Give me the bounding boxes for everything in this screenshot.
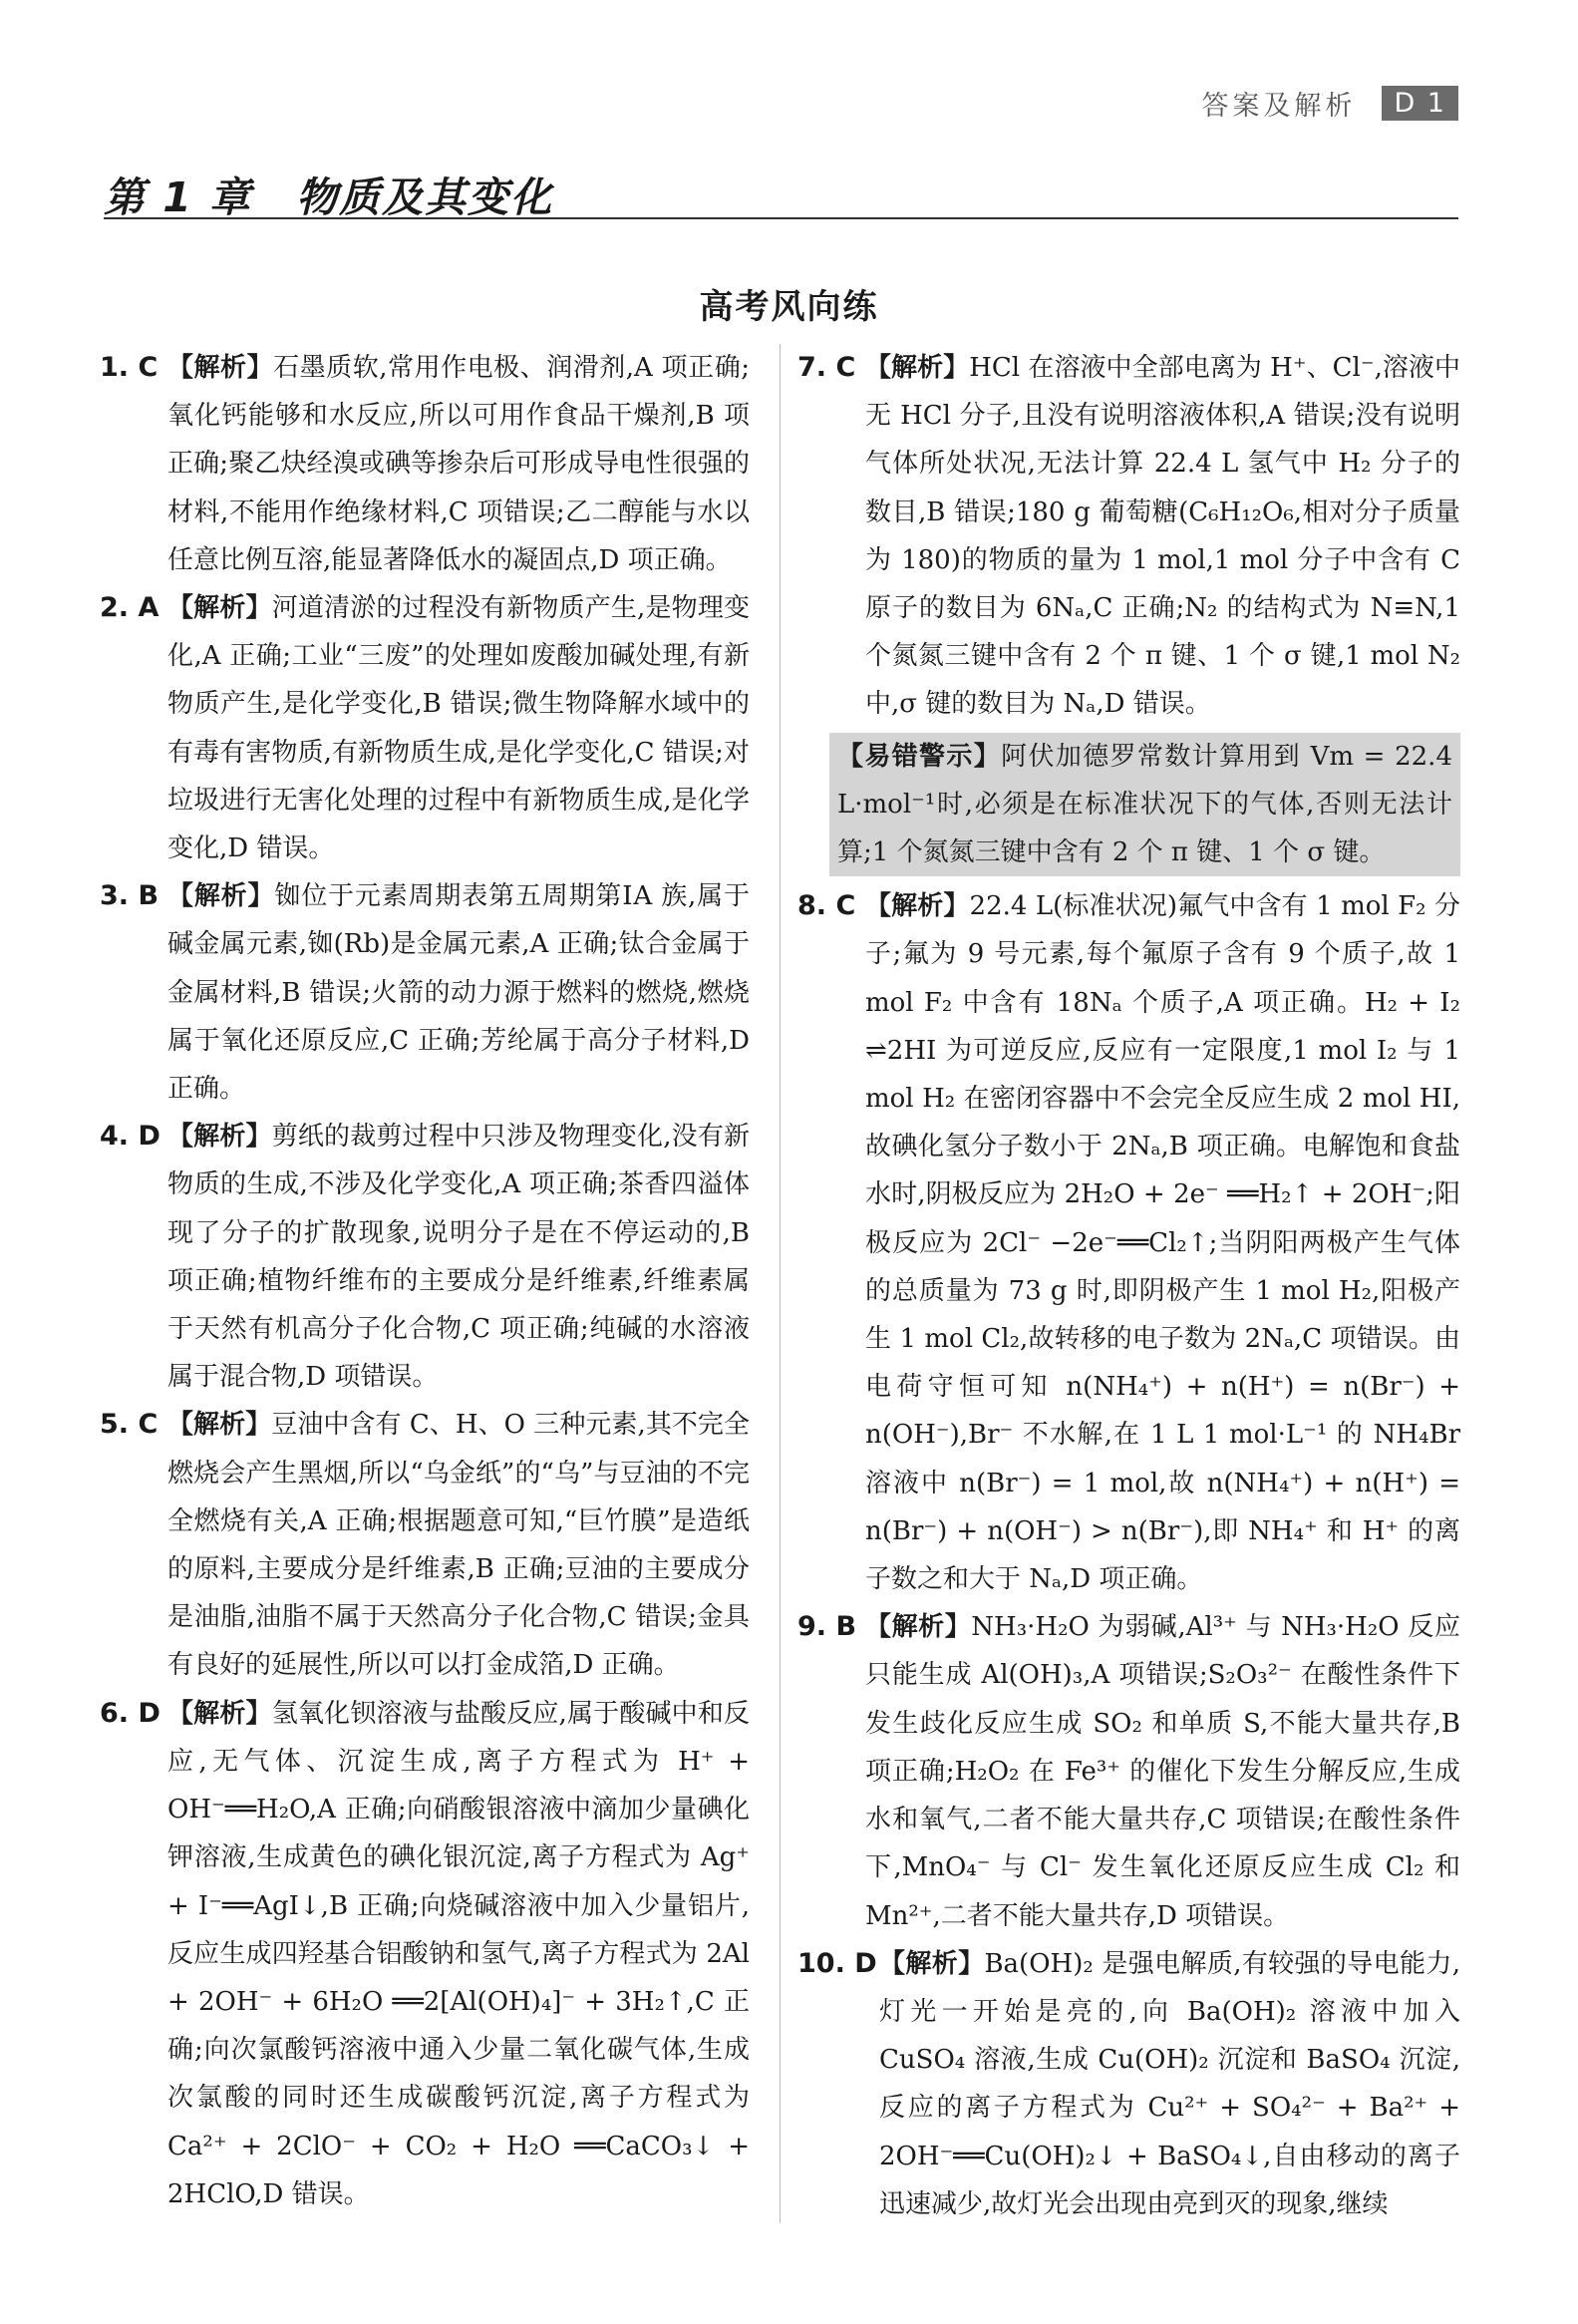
- right-column: [797, 344, 1460, 2228]
- chapter-number: 第 1 章: [104, 173, 253, 221]
- answer-item: [100, 584, 750, 872]
- answer-number: 8. C: [797, 890, 856, 922]
- answer-text: 铷位于元素周期表第五周期第ⅠA 族,属于碱金属元素,铷(Rb)是金属元素,A 正确;钛合金属于金属材料,B 错误;火箭的动力源于燃料的燃烧,燃烧属于氧化还原反应,C 正确;芳纶属于高分子材料,D 正确。: [167, 881, 750, 1105]
- tip-tag: 【易错警示】: [837, 741, 1002, 772]
- chapter-heading: [104, 165, 553, 223]
- chapter-title: 物质及其变化: [296, 173, 554, 221]
- answer-item: [100, 344, 750, 584]
- answer-number: 6. D: [100, 1697, 160, 1729]
- answer-item: [100, 872, 750, 1113]
- answer-number: 5. C: [100, 1409, 158, 1441]
- answer-number: 1. C: [100, 352, 158, 383]
- answer-text: 剪纸的裁剪过程中只涉及物理变化,没有新物质的生成,不涉及化学变化,A 项正确;茶香四溢体现了分子的扩散现象,说明分子是在不停运动的,B 项正确;植物纤维布的主要成分是纤维素,纤维素属于天然有机高分子化合物,C 项正确;纯碱的水溶液属于混合物,D 项错误。: [167, 1122, 750, 1393]
- analysis-tag: 【解析】: [167, 1410, 272, 1441]
- answer-text: 22.4 L(标准状况)氟气中含有 1 mol F₂ 分子;氟为 9 号元素,每个氟原子含有 9 个质子,故 1 mol F₂ 中含有 18Nₐ 个质子,A 项正确。H₂ + I₂ ⇌2HI 为可逆反应,反应有一定限度,1 mol I₂ 与 1 mol H₂ 在密闭容器中不会完全反应生成 2 mol HI,故碘化氢分子数小于 2Nₐ,B 项正确。电解饱和食盐水时,阴极反应为 2H₂O + 2e⁻ ══H₂↑ + 2OH⁻;阳极反应为 2Cl⁻ −2e⁻══Cl₂↑;当阴阳两极产生气体的总质量为 73 g 时,即阴极产生 1 mol H₂,阳极产生 1 mol Cl₂,故转移的电子数为 2Nₐ,C 项错误。由电荷守恒可知 n(NH₄⁺) + n(H⁺) = n(Br⁻) + n(OH⁻),Br⁻ 不水解,在 1 L 1 mol·L⁻¹ 的 NH₄Br 溶液中 n(Br⁻) = 1 mol,故 n(NH₄⁺) + n(H⁺) = n(Br⁻) + n(OH⁻) > n(Br⁻),即 NH₄⁺ 和 H⁺ 的离子数之和大于 Nₐ,D 项正确。: [865, 891, 1460, 1595]
- page-number-badge: D 1: [1382, 86, 1458, 121]
- error-tip-box: [829, 733, 1460, 877]
- answer-item: [100, 1113, 750, 1401]
- analysis-tag: 【解析】: [167, 881, 275, 912]
- answer-number: 3. B: [100, 880, 159, 912]
- analysis-tag: 【解析】: [167, 1122, 272, 1153]
- answer-text: Ba(OH)₂ 是强电解质,有较强的导电能力,灯光一开始是亮的,向 Ba(OH)₂ 溶液中加入 CuSO₄ 溶液,生成 Cu(OH)₂ 沉淀和 BaSO₄ 沉淀,反应的离子方程式为 Cu²⁺ + SO₄²⁻ + Ba²⁺ + 2OH⁻══Cu(OH)₂↓ + BaSO₄↓,自由移动的离子迅速减少,故灯光会出现由亮到灭的现象,继续: [879, 1948, 1460, 2219]
- left-column: [100, 344, 750, 2218]
- chapter-rule: [104, 217, 1458, 219]
- tip-text: 阿伏加德罗常数计算用到 Vm = 22.4 L·mol⁻¹时,必须是在标准状况下的气体,否则无法计算;1 个氮氮三键中含有 2 个 π 键、1 个 σ 键。: [837, 741, 1452, 868]
- analysis-tag: 【解析】: [879, 1948, 985, 1979]
- answer-number: 2. A: [100, 592, 159, 624]
- column-divider: [780, 344, 781, 2223]
- answer-number: 7. C: [797, 352, 856, 383]
- answer-item: [797, 1603, 1460, 1939]
- answer-text: NH₃·H₂O 为弱碱,Al³⁺ 与 NH₃·H₂O 反应只能生成 Al(OH)₃,A 项错误;S₂O₃²⁻ 在酸性条件下发生歧化反应生成 SO₂ 和单质 S,不能大量共存,B 项正确;H₂O₂ 在 Fe³⁺ 的催化下发生分解反应,生成水和氧气,二者不能大量共存,C 项错误;在酸性条件下,MnO₄⁻ 与 Cl⁻ 发生氧化还原反应生成 Cl₂ 和 Mn²⁺,二者不能大量共存,D 项错误。: [865, 1612, 1460, 1931]
- answer-item: [100, 1401, 750, 1689]
- page-header: [1201, 84, 1458, 123]
- answer-text: HCl 在溶液中全部电离为 H⁺、Cl⁻,溶液中无 HCl 分子,且没有说明溶液体积,A 错误;没有说明气体所处状况,无法计算 22.4 L 氢气中 H₂ 分子的数目,B 错误;180 g 葡萄糖(C₆H₁₂O₆,相对分子质量为 180)的物质的量为 1 mol,1 mol 分子中含有 C 原子的数目为 6Nₐ,C 正确;N₂ 的结构式为 N≡N,1 个氮氮三键中含有 2 个 π 键、1 个 σ 键,1 mol N₂ 中,σ 键的数目为 Nₐ,D 错误。: [865, 353, 1460, 720]
- answer-item: [797, 1940, 1460, 2228]
- answer-text: 河道清淤的过程没有新物质产生,是物理变化,A 正确;工业“三废”的处理如废酸加碱处理,有新物质产生,是化学变化,B 错误;微生物降解水域中的有毒有害物质,有新物质生成,是化学变化,C 错误;对垃圾进行无害化处理的过程中有新物质生成,是化学变化,D 错误。: [167, 593, 750, 864]
- answer-item: [797, 344, 1460, 729]
- section-title: 高考风向练: [699, 287, 879, 327]
- header-label: 答案及解析: [1201, 91, 1357, 122]
- answer-item: [797, 882, 1460, 1603]
- analysis-tag: 【解析】: [167, 1698, 272, 1729]
- answer-text: 石墨质软,常用作电极、润滑剂,A 项正确;氧化钙能够和水反应,所以可用作食品干燥剂,B 项正确;聚乙炔经溴或碘等掺杂后可形成导电性很强的材料,不能用作绝缘材料,C 项错误;乙二醇能与水以任意比例互溶,能显著降低水的凝固点,D 项正确。: [167, 353, 750, 575]
- answer-text: 氢氧化钡溶液与盐酸反应,属于酸碱中和反应,无气体、沉淀生成,离子方程式为 H⁺ + OH⁻══H₂O,A 正确;向硝酸银溶液中滴加少量碘化钾溶液,生成黄色的碘化银沉淀,离子方程式为 Ag⁺ + I⁻══AgI↓,B 正确;向烧碱溶液中加入少量铝片,反应生成四羟基合铝酸钠和氢气,离子方程式为 2Al + 2OH⁻ + 6H₂O ══2[Al(OH)₄]⁻ + 3H₂↑,C 正确;向次氯酸钙溶液中通入少量二氧化碳气体,生成次氯酸的同时还生成碳酸钙沉淀,离子方程式为 Ca²⁺ + 2ClO⁻ + CO₂ + H₂O ══CaCO₃↓ + 2HClO,D 错误。: [167, 1698, 750, 2209]
- analysis-tag: 【解析】: [865, 891, 970, 922]
- analysis-tag: 【解析】: [865, 1612, 972, 1643]
- answer-number: 10. D: [797, 1947, 877, 1979]
- analysis-tag: 【解析】: [865, 353, 970, 383]
- answer-number: 4. D: [100, 1121, 160, 1153]
- answer-text: 豆油中含有 C、H、O 三种元素,其不完全燃烧会产生黑烟,所以“乌金纸”的“乌”与豆油的不完全燃烧有关,A 正确;根据题意可知,“巨竹膜”是造纸的原料,主要成分是纤维素,B 正确;豆油的主要成分是油脂,油脂不属于天然高分子化合物,C 错误;金具有良好的延展性,所以可以打金成箔,D 正确。: [167, 1410, 750, 1681]
- answer-number: 9. B: [797, 1611, 857, 1643]
- analysis-tag: 【解析】: [167, 353, 274, 383]
- analysis-tag: 【解析】: [167, 593, 272, 624]
- answer-item: [100, 1690, 750, 2218]
